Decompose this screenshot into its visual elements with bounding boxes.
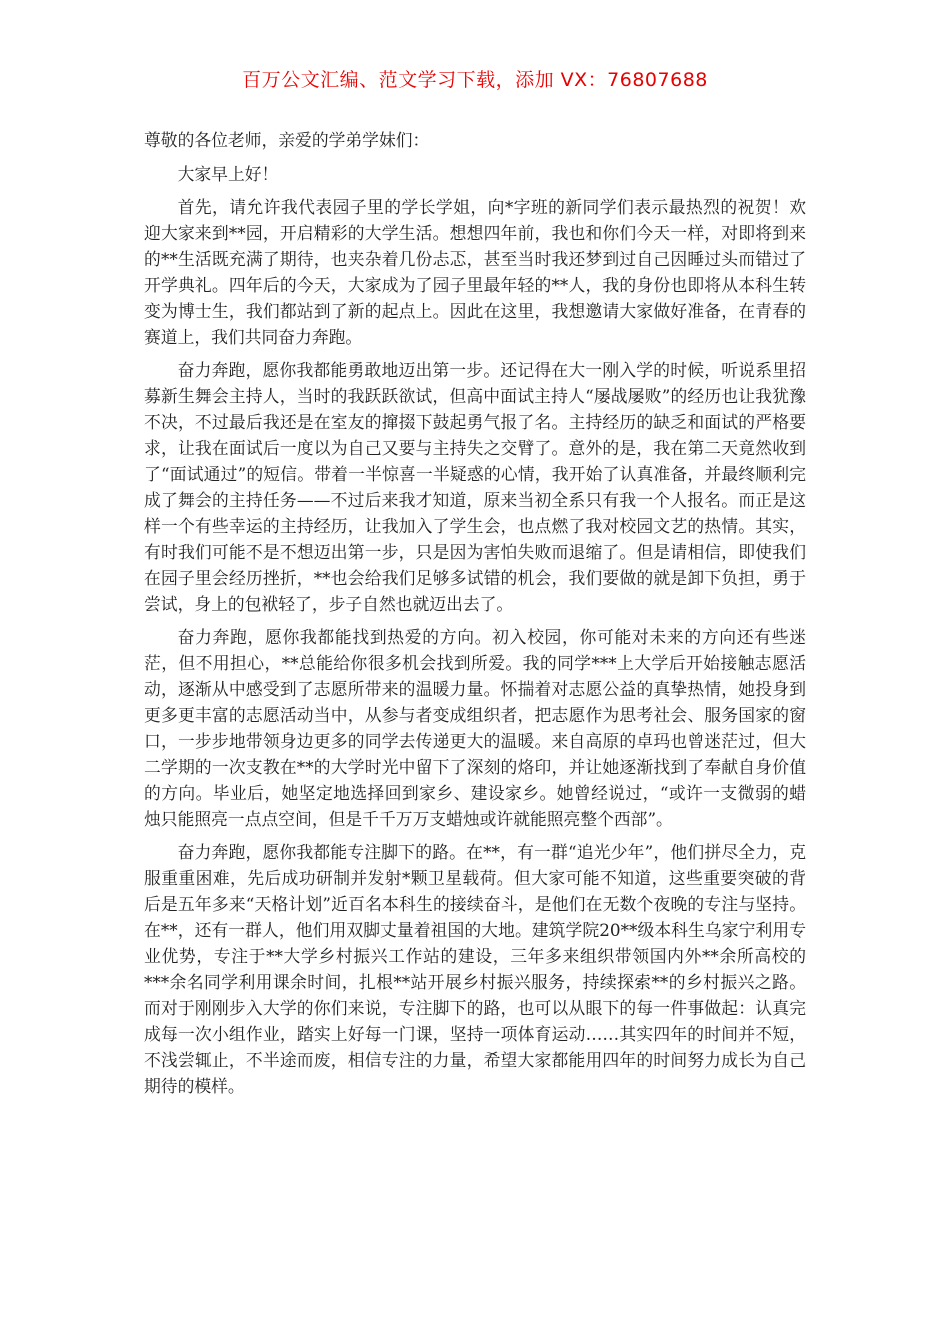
paragraph-passion: 奋力奔跑，愿你我都能找到热爱的方向。初入校园，你可能对未来的方向还有些迷茫，但不用担心，**总能给你很多机会找到所爱。我的同学***上大学后开始接触志愿活动，逐渐从中感受到了志愿所带来的温暖力量。怀揣着对志愿公益的真挚热情，她投身到更多更丰富的志愿活动当中，从参与者变成组织者，把志愿作为思考社会、服务国家的窗口，一步步地带领身边更多的同学去传递更大的温暖。来自高原的卓玛也曾迷茫过，但大二学期的一次支教在**的大学时光中留下了深刻的烙印，并让她逐渐找到了奉献自身价值的方向。毕业后，她坚定地选择回到家乡、建设家乡。她曾经说过，“或许一支微弱的蜡烛只能照亮一点点空间，但是千千万万支蜡烛或许就能照亮整个西部”。 bbox=[144, 627, 806, 829]
document-body bbox=[144, 127, 806, 1106]
header-banner: 百万公文汇编、范文学习下载，添加 VX：76807688 bbox=[242, 69, 708, 91]
paragraph-intro: 首先，请允许我代表园子里的学长学姐，向*字班的新同学们表示最热烈的祝贺！欢迎大家来到**园，开启精彩的大学生活。想想四年前，我也和你们今天一样，对即将到来的**生活既充满了期待，也夹杂着几份忐忑，甚至当时我还梦到过自己因睡过头而错过了开学典礼。四年后的今天，大家成为了园子里最年轻的**人，我的身份也即将从本科生转变为博士生，我们都站到了新的起点上。因此在这里，我想邀请大家做好准备，在青春的赛道上，我们共同奋力奔跑。 bbox=[144, 197, 806, 347]
paragraph-focus: 奋力奔跑，愿你我都能专注脚下的路。在**，有一群“追光少年”，他们拼尽全力，克服重重困难，先后成功研制并发射*颗卫星载荷。但大家可能不知道，这些重要突破的背后是五年多来“天格计划”近百名本科生的接续奋斗，是他们在无数个夜晚的专注与坚持。在**，还有一群人，他们用双脚丈量着祖国的大地。建筑学院20**级本科生乌家宁利用专业优势，专注于**大学乡村振兴工作站的建设，三年多来组织带领国内外**余所高校的***余名同学利用课余时间，扎根**站开展乡村振兴服务，持续探索**的乡村振兴之路。而对于刚刚步入大学的你们来说，专注脚下的路，也可以从眼下的每一件事做起：认真完成每一次小组作业，踏实上好每一门课，坚持一项体育运动……其实四年的时间并不短，不浅尝辄止，不半途而废，相信专注的力量，希望大家都能用四年的时间努力成长为自己期待的模样。 bbox=[144, 842, 806, 1096]
paragraph-first-step: 奋力奔跑，愿你我都能勇敢地迈出第一步。还记得在大一刚入学的时候，听说系里招募新生舞会主持人，当时的我跃跃欲试，但高中面试主持人“屡战屡败”的经历也让我犹豫不决，不过最后我还是在室友的撺掇下鼓起勇气报了名。主持经历的缺乏和面试的严格要求，让我在面试后一度以为自己又要与主持失之交臂了。意外的是，我在第二天竟然收到了“面试通过”的短信。带着一半惊喜一半疑惑的心情，我开始了认真准备，并最终顺利完成了舞会的主持任务——不过后来我才知道，原来当初全系只有我一个人报名。而正是这样一个有些幸运的主持经历，让我加入了学生会，也点燃了我对校园文艺的热情。其实，有时我们可能不是不想迈出第一步，只是因为害怕失败而退缩了。但是请相信，即使我们在园子里会经历挫折，**也会给我们足够多试错的机会，我们要做的就是卸下负担，勇于尝试，身上的包袱轻了，步子自然也就迈出去了。 bbox=[144, 360, 806, 614]
salutation: 尊敬的各位老师，亲爱的学弟学妹们： bbox=[144, 130, 430, 150]
paragraph-greeting: 大家早上好！ bbox=[177, 164, 279, 184]
